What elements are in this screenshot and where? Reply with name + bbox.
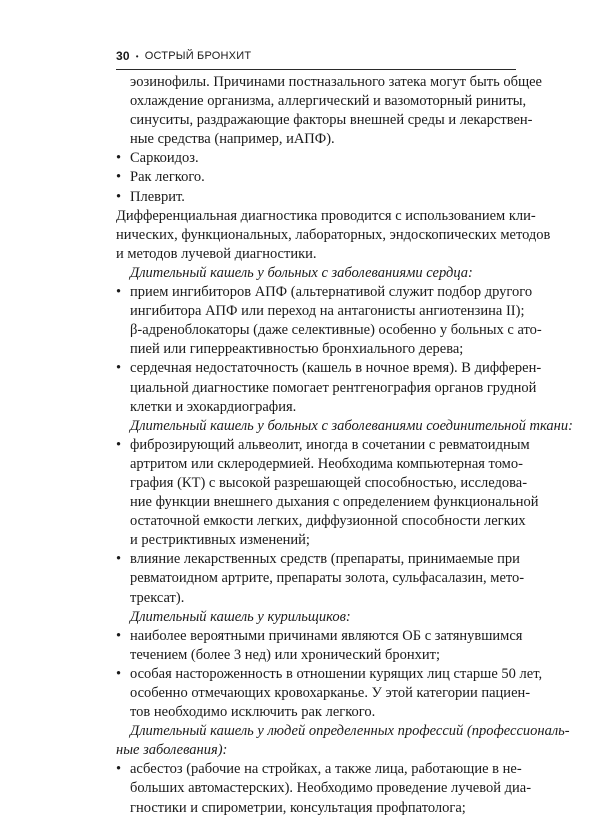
bullet-item xyxy=(116,188,516,207)
bullet-text: Саркоидоз. xyxy=(130,150,199,167)
bullet-text: фиброзирующий альвеолит, иногда в сочетании с ревматоидным xyxy=(130,436,530,453)
text-line: остаточной емкости легких, диффузионной способности легких xyxy=(130,513,526,530)
text-line: ингибитора АПФ или переход на антагонисты ангиотензина II); xyxy=(130,303,525,320)
bullet-item xyxy=(116,665,543,684)
text-line: ревматоидном артрите, препараты золота, сульфасалазин, мето- xyxy=(130,570,525,587)
text-line: гностики и спирометрии, консультация профпатолога; xyxy=(130,799,466,816)
section-subheading-line: Длительный кашель у курильщиков: xyxy=(130,608,351,625)
text-line: и рестриктивных изменений; xyxy=(130,532,310,549)
bullet-icon: • xyxy=(116,188,122,205)
text-line: течением (более 3 нед) или хронический бронхит; xyxy=(130,646,440,663)
text-line: трексат). xyxy=(130,589,185,606)
text-line: графия (КТ) с высокой разрешающей способностью, исследова- xyxy=(130,474,528,491)
bullet-icon: • xyxy=(116,150,122,167)
text-line: β-адреноблокаторы (даже селективные) особенно у больных с ато- xyxy=(130,322,542,339)
bullet-item xyxy=(116,627,523,646)
text-line: клетки и эхокардиография. xyxy=(130,398,297,415)
bullet-text: сердечная недостаточность (кашель в ночное время). В дифферен- xyxy=(130,360,542,377)
bullet-icon: • xyxy=(116,436,122,453)
text-line: больших автомастерских). Необходимо проведение лучевой диа- xyxy=(130,780,532,797)
section-subheading-line: ные заболевания): xyxy=(116,742,228,759)
text-line: и методов лучевой диагностики. xyxy=(116,245,317,262)
header-rule xyxy=(116,69,516,70)
text-line: пией или гиперреактивностью бронхиального дерева; xyxy=(130,341,464,358)
bullet-icon: • xyxy=(116,284,122,301)
section-subheading-line: Длительный кашель у больных с заболеваниями сердца: xyxy=(130,264,473,281)
text-line: артритом или склеродермией. Необходима компьютерная томо- xyxy=(130,455,523,472)
text-line: ные средства (например, иАПФ). xyxy=(130,131,335,148)
body-text xyxy=(116,73,573,818)
bullet-icon: • xyxy=(116,665,122,682)
section-subheading-line: Длительный кашель у больных с заболеваниями соединительной ткани: xyxy=(130,417,573,434)
bullet-text: Плеврит. xyxy=(130,188,185,205)
bullet-item xyxy=(116,149,516,168)
text-line: тов необходимо исключить рак легкого. xyxy=(130,704,376,721)
bullet-icon: • xyxy=(116,360,122,377)
text-line: синуситы, раздражающие факторы внешней среды и лекарствен- xyxy=(130,112,533,129)
bullet-text: асбестоз (рабочие на стройках, а также лица, работающие в не- xyxy=(130,761,522,778)
text-line: ние функции внешнего дыхания с определением функциональной xyxy=(130,494,539,511)
text-line: особенно отмечающих кровохарканье. У этой категории пациен- xyxy=(130,685,531,701)
bullet-text: Рак легкого. xyxy=(130,169,205,186)
section-subheading-line: Длительный кашель у людей определенных профессий (профессиональ- xyxy=(130,723,570,740)
bullet-text: особая настороженность в отношении курящих лиц старше 50 лет, xyxy=(130,665,543,682)
bullet-icon: • xyxy=(116,551,122,568)
bullet-item xyxy=(116,760,522,779)
bullet-item xyxy=(116,550,520,569)
text-line: охлаждение организма, аллергический и вазомоторный риниты, xyxy=(130,93,527,110)
header-separator: • xyxy=(135,51,139,61)
bullet-icon: • xyxy=(116,627,122,644)
text-line: циальной диагностике помогает рентгенография органов грудной xyxy=(130,379,537,396)
bullet-icon: • xyxy=(116,761,122,778)
bullet-item xyxy=(116,168,516,187)
bullet-text: наиболее вероятными причинами являются ОБ с затянувшимся xyxy=(130,627,523,644)
text-line: нических, функциональных, лабораторных, эндоскопических методов xyxy=(116,226,551,243)
bullet-text: прием ингибиторов АПФ (альтернативой служит подбор другого xyxy=(130,284,533,301)
running-title: ОСТРЫЙ БРОНХИТ xyxy=(144,50,252,62)
bullet-item xyxy=(116,359,542,378)
text-line: эозинофилы. Причинами постназального затека могут быть общее xyxy=(130,74,542,90)
bullet-icon: • xyxy=(116,169,122,186)
bullet-text: влияние лекарственных средств (препараты, принимаемые при xyxy=(130,551,520,568)
page-number: 30 xyxy=(116,49,130,63)
running-header xyxy=(116,49,516,63)
bullet-item xyxy=(116,436,530,455)
bullet-item xyxy=(116,283,533,302)
text-line: Дифференциальная диагностика проводится с использованием кли- xyxy=(116,207,536,224)
